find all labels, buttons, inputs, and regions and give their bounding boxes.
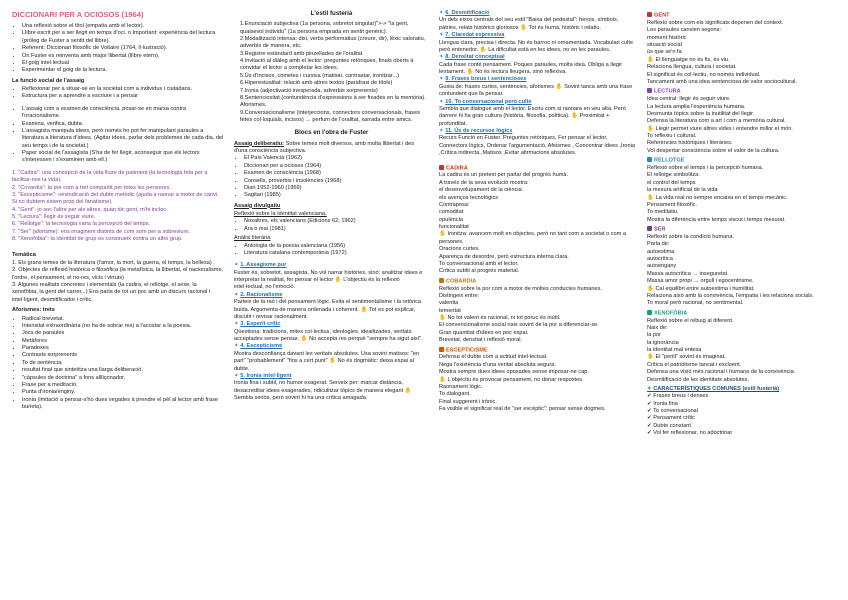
list-item: [647, 423, 835, 430]
category-line: ✋ No tot valent és racional, ni tot poruc és inútil.: [439, 315, 561, 321]
section-heading: Assaig divulgatiu: [234, 202, 281, 209]
list-item: • Examina, verifica, dubta.: [22, 121, 224, 128]
category-line: la por: [647, 332, 661, 339]
category-line: situació social: [647, 42, 682, 48]
category-line: Defensa una visió més racional i humana de la convivència.: [647, 369, 796, 376]
category-icon: [647, 157, 652, 162]
star-icon: ✦: [234, 291, 241, 298]
text: Sobre temes molt diversos, amb molta llibertat i des d'una consciència subjectiva.: [234, 140, 414, 154]
list-item: • L'assaig com a examen de consciència, posar-se en marxa contra l'irracionalisme.: [22, 106, 224, 121]
divulgatiu-list: [234, 218, 429, 233]
intro-list: [12, 23, 224, 75]
recurs-heading: 7. Claredat expressiva: [445, 32, 505, 39]
category-line: ✋ La vida real no sempre encaixa en el temps mecànic.: [647, 194, 788, 201]
list-item: 4.Invitació al diàleg amb el lector: preguntes retòriques, finals oberts à convidar el lector a completar les idees.: [240, 58, 414, 72]
list-item: • Reflexionar per a situar-se en la societat com a individus i ciutadans.: [22, 86, 224, 93]
entry-item: 8. "Xenofòbia": la identitat de grup es construeix contra un altre grup.: [12, 236, 183, 243]
list-item: • Jocs de paraules: [22, 330, 224, 337]
list-item-label: Ironia fina: [653, 400, 678, 407]
list-item: [647, 408, 835, 415]
category-line: el desenvolupament de la ciència: [439, 187, 522, 194]
assaig-list: [12, 106, 224, 165]
recurs-text: Un dels eixos centrals del seu estil "Baixa del pedestal": herois, símbols, pàtries, relats històrics gloriosos ✋ Tot és humà, històric i relatiu.: [439, 17, 619, 31]
category-line: Critica el patriotisme tancat i excloent.: [647, 361, 742, 368]
list-item: [647, 415, 835, 422]
section-heading: Aforismes: trets: [12, 307, 55, 314]
category-name: SER: [654, 226, 666, 233]
category-heading: [647, 157, 835, 165]
category-line: Tancament amb una idea sentenciosa de valor sociocultural.: [647, 78, 797, 85]
list-item: • Radical brevetat.: [22, 316, 224, 323]
aforismes-list: [12, 316, 224, 412]
category-line: Relaciona això amb la convivència, l'empatia i les relacions socials.: [647, 292, 814, 299]
categories-left: [439, 165, 637, 414]
category-line: comoditat: [439, 209, 464, 216]
list-item-label: Pensament crític: [653, 415, 695, 422]
list-item: [647, 401, 835, 408]
category-line: Raonament lògic.: [439, 383, 483, 390]
label: Assaig deliberatiu:: [234, 140, 285, 147]
section-heading: Blocs en l'obra de Fuster: [294, 129, 369, 137]
category-heading: [439, 347, 637, 355]
category-line: Reflexió sobre la condició humana.: [647, 233, 735, 240]
list-item: • resultat final que sintetitza una llarga deliberació.: [22, 367, 224, 374]
category-line: ✋ L'objectiu és provocar pensament, no donar respostes.: [439, 376, 584, 383]
recurs-heading: 4. Escepticisme: [240, 343, 283, 350]
category-line: opulència: [439, 216, 463, 223]
list-item: • To de sentència.: [22, 360, 224, 367]
column-1: [12, 10, 224, 596]
recurs-text: Gusta de: frases curtes, sentències, aforismes ✋ Sovint tanca amb una frase contundent que fa pensar.: [439, 83, 633, 98]
star-icon: ✦: [234, 262, 241, 269]
category-icon: [439, 165, 444, 170]
list-item: 1.Enunciació subjectiva (1a persona, sobretot singular)">-> "la gent, qualsevol individu" (1a persona emprada en sentit genèric).: [240, 21, 409, 35]
recurs-10: [439, 99, 637, 129]
star-icon: ✦: [234, 372, 241, 379]
list-item: • Ironia (imitació a pensar-s'ho dues vegades à prendre el pèl al lector amb frase burleta).: [22, 397, 224, 412]
category-line: La cadira és un pretext per parlar del progrés humà.: [439, 172, 569, 179]
category-line: ✋ El "perill" sovint és imaginat.: [647, 354, 726, 361]
category-line: Naix de:: [647, 324, 668, 331]
list-item: • "càpsules de doctrina" a fons allliçonador.: [22, 375, 224, 382]
category-line: Fa visible el significat real de "ser escèptic": pensar sense dogmes.: [439, 406, 606, 412]
list-item: • Diari 1952-1960 (1969): [244, 185, 429, 192]
star-icon: ✦: [439, 98, 446, 105]
categories-right: [647, 12, 835, 384]
entry-item: 5. "Lectura": llegir és seguir viure.: [12, 214, 96, 221]
category-line: Mostra sempre dues idees oposades sense imposar-ne cap.: [439, 369, 589, 376]
star-icon: ✦: [234, 343, 241, 350]
list-item: • Diccionari per a ocioses (1964): [244, 163, 429, 170]
recurs-4: [234, 343, 429, 373]
star-icon: ✦: [439, 54, 446, 61]
list-item: 5.Ús d'incisos, cometes i cursiva (matisar, contrastar, ironitzar...): [240, 72, 399, 79]
list-item: • El goig intel·lectual: [22, 60, 224, 67]
entry-item: 3. "Escepticisme": reivindicació del dubte metòdic (ajuda a raonar a motor de canvi. Si no dubtem estem prop del fanatisme).: [12, 191, 219, 206]
category-line: la ignorància: [647, 339, 679, 346]
category-line: temeritat: [439, 307, 461, 314]
column-4: [647, 10, 835, 596]
category-line: ✋ Ironitza: avancem molt en objectes, però no tant com a societat o com a persones.: [439, 231, 626, 245]
recurs-heading: 10. To conversacional però culte: [445, 98, 532, 105]
category-line: To moral però racional, no sentimental.: [647, 300, 744, 307]
recurs-text: Recurs Funció en Fuster. Preguntes retòriques, Fer pensar el lector, Connectors lògics, Ordenar l'argumentació, Afeismes , Concentrar idees ,Ironia ,Crítica indirecta ,Matisos ,Evitar afirmacions absolutes.: [439, 135, 636, 157]
category-icon: [647, 226, 652, 231]
category-heading: [647, 12, 835, 20]
category-line: Reflexió sobre la por com a motor de moltes conductes humanes.: [439, 285, 602, 292]
recurs-text: Parteix de la raó i del pensament lògic. Evita el sentimentalisme i la retòrica buida. Argumenta de manera ordenada i coherent. ✋ Tot es pot explicar, discutir i revisar racionalment.: [234, 299, 422, 320]
category-line: Massa autocrítica → inseguretat.: [647, 270, 729, 277]
recurs-heading: 5. Ironia intel·ligent: [240, 372, 292, 379]
recurs-text: Ironia fina i subtil, no humor exagerat. Serveix per: marcar distància, desacreditar idees exagerades, ridiculitzar tòpics de manera elegant ✋ Sembla seriós, però sovint hi ha una crítica amagada.: [234, 380, 412, 401]
category-line: Defensa la literatura com a art i com a memòria cultural.: [647, 118, 786, 125]
category-line: Oracions curtes.: [439, 246, 480, 253]
category-heading: [647, 226, 835, 234]
recurs-heading: 2. Racionalisme: [240, 291, 283, 298]
entry-item: 6. "Rellotge": la tecnologia varia la percepció del temps.: [12, 221, 150, 228]
funcio-social-list: [12, 86, 224, 101]
recurs-3: [234, 321, 429, 343]
list-item: • On Fuster es reinventa amb major llibertat (llibre etern).: [22, 53, 224, 60]
recurs-heading: 9. Frases breus i sentencioses: [445, 76, 527, 83]
list-item: 3.Registre estàndard amb pinzellades de l'oralitat: [240, 50, 363, 57]
star-icon: ✦: [234, 321, 241, 328]
list-item-label: To conversacional: [653, 408, 698, 414]
list-item: • Estructura per a aprendre a escriure i a pensar: [22, 93, 224, 100]
category-line: El rellotge simbolitza:: [647, 172, 700, 179]
recurs-text: Llengua clara, precisa i directa. No és barroc ni ornamentada. Vocabulari culte però entenedor. ✋ La dificultat està en les idees, no en les paraules.: [439, 39, 634, 53]
category-name: COBARDIA: [446, 278, 477, 285]
list-item: • Examen de consciència (1968): [244, 170, 429, 177]
category-icon: [439, 278, 444, 283]
list-item: • El País Valencià (1962): [244, 155, 429, 162]
category-line: El convencionalisme social naix sovint de la por a diferenciar-se.: [439, 322, 599, 329]
caracteristiques-title: CARACTERÍSTIQUES COMUNES (estil fusterià): [653, 385, 780, 392]
recurs-11: [439, 128, 637, 158]
column-2: [234, 10, 429, 596]
category-line: el control del temps: [647, 179, 696, 186]
section-heading: Temàtica: [12, 251, 36, 258]
list-item: • Contrasts sorprenents: [22, 352, 224, 359]
recurs-text: Qüestiona: tradicions, mites col·lectius, ideologies, idealitzades, veritats acceptades sense pensar. ✋ No accepta res perquè "sempre ha sigut així".: [234, 328, 423, 342]
list-item: • Referent: Diccionari filosòfic de Voltaire (1764, Il·lustració).: [22, 45, 224, 52]
category-heading: [439, 165, 637, 173]
category-line: la mesura artificial de la vida: [647, 187, 718, 194]
list-item: • Llibre escrit per a ser llegit en temps d'oci. o Important: experiència del lectura (pròleg de Fuster a sentit del llibre).: [22, 30, 224, 45]
recurs-6: [439, 10, 637, 32]
checkmark-icon: ✔: [647, 408, 654, 414]
category-line: To conversacional amb el lector.: [439, 260, 519, 267]
tematica-item: 1. Els grans temes de la literatura (l'amor, la mort, la guerra, el temps, la bellesa): [12, 259, 212, 266]
recurs-2: [234, 292, 429, 322]
category-line: ✋ Cal equilibri entre autoestima i humilitat.: [647, 285, 755, 292]
star-icon: ✦: [439, 128, 446, 134]
category-line: moment històric: [647, 34, 687, 41]
category-line: ✋ El llenguatge no és fix, és viu.: [647, 56, 730, 63]
category-line: La lectura amplia l'experiència humana.: [647, 103, 746, 110]
category-line: Reflexió sobre el rebuig al diferent.: [647, 317, 734, 324]
list-item: 6.Hiperestualitat: relació amb altres textos (paràfrasi de títols): [240, 80, 393, 87]
list-item: • Literatura catalana contemporània (1972): [244, 250, 429, 257]
recurs-heading: 6. Desmitificació: [445, 10, 490, 16]
list-item: • Intensitat extraordinària (no ha de sobrar res) a l'acostar a la poesia.: [22, 323, 224, 330]
checkmark-icon: ✔: [647, 422, 654, 429]
list-item-label: Dubte constant: [653, 422, 691, 429]
list-item: • Punta d'ironia/enginy.: [22, 389, 224, 396]
tematica-item: 2. Objectes de reflexió històrica o filosòfica (la metafísica, la llibertat, el nacionalisme, l'ordre, el pensament, el no-res, vicis i virtuts): [12, 267, 224, 281]
category-line: Vol despertar consciència sobre el valor de la cultura.: [647, 147, 780, 154]
column-3: [439, 10, 637, 596]
category-line: Pensament filosòfic.: [647, 201, 698, 208]
list-item: 7.Ironia (adjectivació inesperada, adverbis sorprenents): [240, 87, 378, 94]
category-line: Referències històriques i literàries.: [647, 140, 733, 147]
category-icon: [647, 310, 652, 315]
list-item: • Ara o mai (1981): [244, 226, 429, 233]
section-heading: Anàlisi literària: [234, 235, 271, 242]
category-line: Desmunta tòpics sobre la inutilitat del llegir.: [647, 110, 755, 117]
list-item: [647, 393, 835, 400]
recurs-8: [439, 54, 637, 76]
star-icon: ✦: [647, 385, 654, 392]
list-item: • Paradoxes: [22, 345, 224, 352]
checkmark-icon: ✔: [647, 400, 654, 407]
section-heading: L'estil fusterià: [310, 10, 353, 17]
category-name: GENT: [654, 12, 670, 19]
recurs-5: [234, 373, 429, 403]
category-line: Final suggerent i irònic.: [439, 398, 497, 405]
recurs-9: [439, 76, 637, 98]
category-line: autoestima: [647, 248, 675, 255]
list-item: • Consells, proverbis i insolències (1968): [244, 178, 429, 185]
page-title: DICCIONARI PER A OCIOSOS (1964): [12, 10, 144, 19]
entry-item: 1. "Cadira": una concepció de la vida lliure de patiment (la tecnologia feta per a facilitar-nos la vida).: [12, 169, 208, 184]
category-line: Defensa el dubte com a actitud intel·lectual.: [439, 354, 548, 361]
category-line: Parla de:: [647, 241, 670, 248]
list-item: • Una reflexió sobre el títol (empatia amb el lector).: [22, 23, 224, 30]
recurs-text: Cada frase conté pensament. Poques paraules, molta idea. Obliga a llegir lentament. ✋ No és lectura lleugera, sinó reflexiva.: [439, 61, 623, 75]
recurs-heading: 1. Assagisme pur: [240, 262, 287, 269]
category-line: valentia: [439, 300, 459, 307]
category-line: autoengany: [647, 263, 677, 270]
star-icon: ✦: [439, 76, 446, 83]
category-line: Reflexió sobre el temps i la percepció humana.: [647, 165, 764, 171]
category-line: Gran quantitat d'idees en poc espai.: [439, 329, 529, 336]
tematica-item: 3. Algunes realitats concretes i elementals (la cadira, el rellotge, el sexe, la xenofòbia, la gent del carrer...) Ens parla de tot un poc amb un discurs racional i intel·ligent, desmitificador i crític.: [12, 282, 211, 303]
category-heading: [647, 310, 835, 318]
entry-item: 7. "Ser" (aforisme): ens imaginem distints de com som per a sobreviure.: [12, 228, 191, 235]
list-item: • Antologia de la poesia valenciana (1956): [244, 243, 429, 250]
list-item-label: Vol fer reflexionar, no adoctrinar: [653, 430, 733, 437]
assaig-deliberatiu: [234, 141, 429, 156]
category-name: CADIRA: [446, 165, 468, 171]
category-heading: [647, 88, 835, 96]
dictionary-entries: [12, 170, 224, 244]
category-line: Desmitificació de les identitats absolutes.: [647, 376, 749, 383]
recurs-text: Fuster és, sobretot, assagista. No vol narrar històries, sinó: analitzar idees e interpretar la realitat, fer pensar el lector ✋ L'objectiu és la reflexió intel·lectual, no l'emoció.: [234, 269, 423, 291]
category-line: To dialogant.: [439, 391, 471, 398]
category-icon: [439, 347, 444, 352]
list-item-label: Frases breus i denses: [653, 393, 709, 400]
category-line: A través de la seva evolució mostra:: [439, 179, 529, 186]
subheading: Reflexió sobre la identitat valenciana.: [234, 211, 327, 217]
category-heading: [439, 278, 637, 286]
list-item: 9.Conversacionalisme (interjeccions, connectors conversacionals, frases fetes col·loquials, incisos) → perfum de l'oralitat, xarrada entre amics.: [240, 109, 421, 124]
category-line: Distingeix entre:: [439, 292, 480, 299]
category-line: ✋ Llegir permet viure altres vides i entendre millor el món.: [647, 125, 793, 132]
category-line: Aparença de desordre, però estructura interna clara.: [439, 253, 569, 260]
category-line: Les paraules canvien segons:: [647, 27, 722, 34]
list-item: 2.Modalització intensa: dixi, verbs performatius (creure, dir), lèxic valoratiu, adverbis de manera, etc.: [240, 35, 426, 50]
category-line: Mostra la diferència entre temps viscut i temps mesurat.: [647, 216, 786, 223]
list-item: • L'assagista manipula idees, però només ho pot fer manipulant paraules a literatura a literatura d'idees. (Agitar idees, parlar dels problemes de cada dia, del seu temps i de la societat.): [22, 128, 224, 150]
category-name: LECTURA: [654, 88, 681, 95]
category-line: To meditatiu.: [647, 209, 679, 216]
category-line: To reflexiu i cultural.: [647, 133, 697, 139]
category-line: la identitat mal entesa: [647, 347, 702, 353]
category-line: Idea central: llegir és seguir viure.: [647, 96, 731, 103]
list-item: • Experimentar el goig de la lectura.: [22, 67, 224, 74]
checkmark-icon: ✔: [647, 415, 654, 422]
list-item: • Paper social de l'assagista (S'ha de fer llegir, aconseguir que els lectors s'interessen i s'examinen amb ell.): [22, 150, 224, 165]
caracteristiques-list: [647, 393, 835, 437]
category-line: Contraposa:: [439, 201, 470, 208]
recurs-1: [234, 262, 429, 292]
entry-item: 4. "Gent": jo soc l'altre per als altres, quan dic gent, m'hi incloc.: [12, 206, 168, 213]
category-line: els avenços tecnològics: [439, 194, 499, 201]
star-icon: ✦: [439, 10, 446, 16]
category-line: Massa amor propi → orgull i egocentrisme.: [647, 278, 754, 285]
estil-list: [234, 21, 429, 124]
section-heading: La funció social de l'assaig: [12, 77, 85, 84]
category-name: XENOFÒBIA: [654, 310, 688, 317]
list-item: • Metàfores: [22, 338, 224, 345]
list-item: [647, 430, 835, 437]
category-line: ús que se'n fa: [647, 49, 682, 56]
category-line: Crítica subtil al progrés material.: [439, 268, 520, 275]
list-item: • Nosaltres, els valencians (Edicions 62, 1962): [244, 218, 429, 225]
list-item: • Sagitari (1985): [244, 192, 429, 199]
recurs-heading: 8. Densitat conceptual: [445, 54, 505, 61]
recurs-text: Sembla que dialogue amb el lector. Escriu com si raonara en veu alta. Però darrere hi ha gran cultura (història, filosofia, política). ✋ Proximitat + profunditat.: [439, 105, 626, 127]
category-line: funcionalitat: [439, 224, 469, 230]
category-line: El significat és col·lectiu, no només individual.: [647, 71, 761, 78]
category-line: autocrítica: [647, 256, 673, 262]
checkmark-icon: ✔: [647, 430, 654, 437]
category-name: ESCEPTICISME: [446, 347, 488, 353]
category-line: Reflexió sobre com els significats depenen del context.: [647, 19, 784, 26]
recurs-heading: 11. Ús de recursos lògics: [445, 128, 513, 134]
deliberatiu-list: [234, 155, 429, 199]
entry-item: 2. "Covardia": la por com a tret compartit per totes les persones.: [12, 184, 171, 191]
category-icon: [647, 12, 652, 17]
analisi-list: [234, 243, 429, 258]
list-item: 8.Sentenciositat (contundència d'expressions à ser fixades en la memòria). Aforismes.: [240, 94, 426, 109]
list-item: • Frase per a meditació.: [22, 382, 224, 389]
section-heading: [647, 386, 835, 393]
category-line: Brevetat, densitat i reflexió moral.: [439, 337, 523, 344]
recurs-text: Mostra desconfiança davant les veritats absolutes. Usa sovint matisos: "en part" "probablement" "fins a cert punt" ✋ No és dogmàtic: deixa espai al dubte.: [234, 350, 420, 372]
checkmark-icon: ✔: [647, 393, 654, 400]
category-name: RELLOTGE: [654, 157, 685, 164]
category-icon: [647, 88, 652, 93]
recurs-heading: 3. Esperit crític: [240, 321, 281, 328]
category-line: Nega l'existència d'una veritat absoluta segura.: [439, 361, 556, 368]
star-icon: ✦: [439, 32, 446, 39]
category-line: Relaciona llengua, cultura i societat.: [647, 64, 737, 71]
recurs-7: [439, 32, 637, 54]
